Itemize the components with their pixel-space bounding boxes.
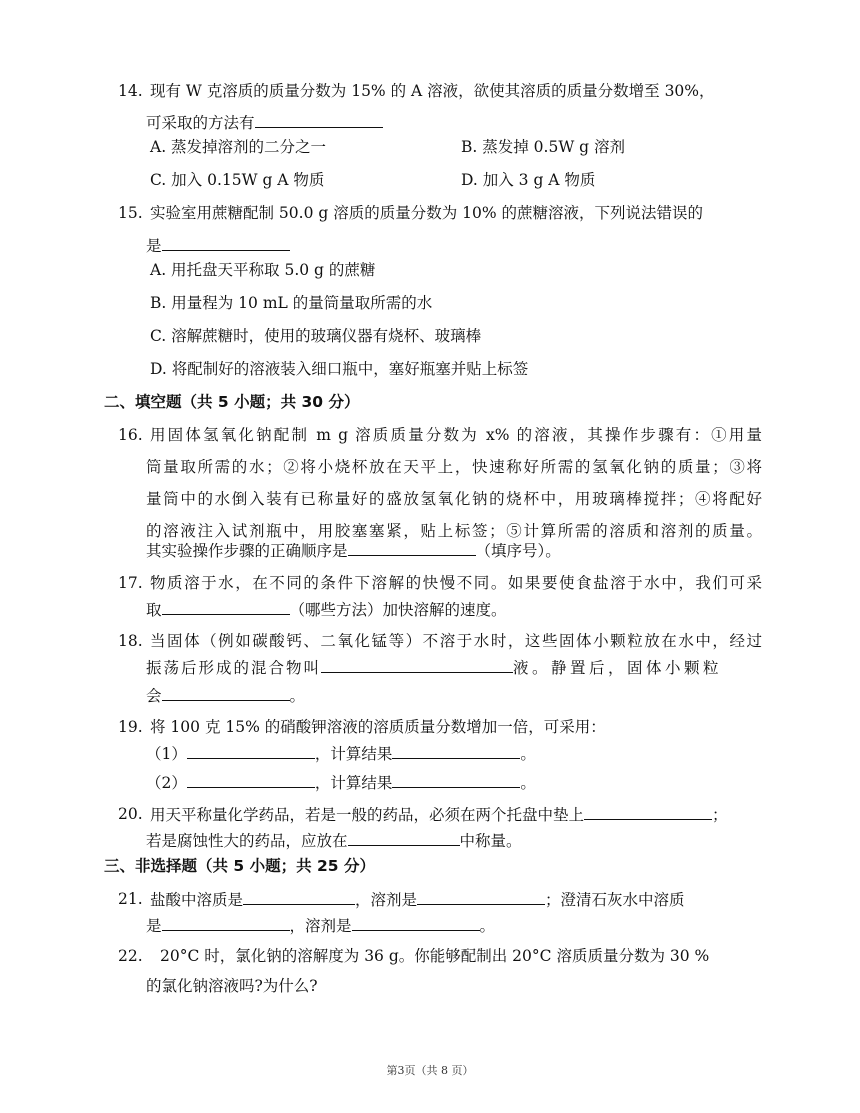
q15-option-c: C. 溶解蔗糖时，使用的玻璃仪器有烧杯、玻璃棒 [150,327,482,345]
q19-calc-label-2: ，计算结果 [314,774,393,792]
q15-stem-text: 是 [146,237,162,255]
q18-number: 18. [118,632,143,650]
q22-stem-line1: 20°C 时，氯化钠的溶解度为 36 g。你能够配制出 20°C 溶质质量分数为 30 % [160,947,710,965]
q16-number: 16. [118,426,143,444]
q18-answer-blank-1[interactable] [321,657,513,673]
q16-stem-line5 [146,540,561,561]
q21-solute-blank-1[interactable] [243,889,355,905]
q15-option-a: A. 用托盘天平称取 5.0 g 的蔗糖 [150,261,376,279]
q18-answer-blank-2[interactable] [162,685,290,701]
q21-stem-text: 盐酸中溶质是 [150,891,244,909]
q19-calc-label-1: ，计算结果 [314,745,393,763]
q19-result-blank-1[interactable] [392,743,520,759]
q18-stem-tail: 。 [289,687,306,705]
q20-stem-line2 [146,830,522,851]
q14-option-a: A. 蒸发掉溶剂的二分之一 [150,138,327,156]
q21-solvent-blank-2[interactable] [352,915,480,931]
q21-solvent-blank-1[interactable] [417,889,545,905]
q14-answer-blank[interactable] [255,112,383,128]
q21-stem-line2 [146,915,495,936]
q19-result-blank-2[interactable] [392,772,520,788]
section-fill-in-heading: 二、填空题（共 5 小题；共 30 分） [104,393,360,411]
q18-stem-mid: 液。静置后，固体小颗粒 [513,659,723,677]
q14-stem-line1: 现有 W 克溶质的质量分数为 15% 的 A 溶液，欲使其溶质的质量分数增至 30%， [150,82,715,100]
q19-sub-1-label: （1） [146,745,187,763]
q20-stem-text-2: 若是腐蚀性大的药品，应放在 [146,832,348,850]
q15-stem-line1: 实验室用蔗糖配制 50.0 g 溶质的质量分数为 10% 的蔗糖溶液，下列说法错误的 [150,204,704,222]
q18-stem-text: 振荡后形成的混合物叫 [146,659,322,677]
q14-option-d: D. 加入 3 g A 物质 [461,171,596,189]
q14-option-b: B. 蒸发掉 0.5W g 溶剂 [461,138,626,156]
q19-method-blank-2[interactable] [187,772,315,788]
q21-stem-mid: ；澄清石灰水中溶质 [545,891,685,909]
q16-stem-line4: 的溶液注入试剂瓶中，用胶塞塞紧，贴上标签；⑤计算所需的溶质和溶剂的质量。 [146,522,762,540]
q17-stem-tail: （哪些方法）加快溶解的速度。 [289,601,507,619]
q19-stem-line1: 将 100 克 15% 的硝酸钾溶液的溶质质量分数增加一倍，可采用： [150,718,606,736]
q21-solvent-label-1: ，溶剂是 [355,891,418,909]
q15-number: 15. [118,204,143,222]
q19-end-1: 。 [520,745,536,763]
q22-stem-line2: 的氯化钠溶液吗?为什么? [146,977,318,995]
q15-answer-blank[interactable] [162,235,290,251]
q21-solute-blank-2[interactable] [162,915,290,931]
q17-stem-line1: 物质溶于水，在不同的条件下溶解的快慢不同。如果要使食盐溶于水中，我们可采 [150,574,762,592]
q17-stem-line2 [146,599,507,620]
q19-method-blank-1[interactable] [187,743,315,759]
q19-sub-2-label: （2） [146,774,187,792]
q22-number: 22. [118,947,143,965]
q19-end-2: 。 [520,774,536,792]
q17-stem-text: 取 [146,601,162,619]
q20-answer-blank-1[interactable] [584,804,712,820]
q20-answer-blank-2[interactable] [348,830,460,846]
q19-sub-2 [146,772,536,793]
q20-stem-line1 [150,804,728,825]
q16-stem-text: 其实验操作步骤的正确顺序是 [146,542,348,560]
q14-number: 14. [118,82,143,100]
q21-stem-text-2: 是 [146,917,162,935]
q14-stem-text: 可采取的方法有 [146,114,255,132]
page-footer: 第3页（共 8 页） [386,1064,474,1077]
q16-stem-line1: 用固体氢氧化钠配制 m g 溶质质量分数为 x% 的溶液，其操作步骤有：①用量 [150,426,762,444]
q18-stem-line2 [146,657,722,678]
q16-stem-line2: 筒量取所需的水；②将小烧杯放在天平上，快速称好所需的氢氧化钠的质量；③将 [146,458,762,476]
q15-option-d: D. 将配制好的溶液装入细口瓶中，塞好瓶塞并贴上标签 [150,360,529,378]
q16-answer-blank[interactable] [348,540,476,556]
q15-option-b: B. 用量程为 10 mL 的量筒量取所需的水 [150,294,433,312]
q19-sub-1 [146,743,536,764]
q21-solvent-label-2: ，溶剂是 [289,917,352,935]
section-non-choice-heading: 三、非选择题（共 5 小题；共 25 分） [104,857,375,875]
q14-stem-line2 [146,112,383,133]
q21-stem-tail: 。 [479,917,496,935]
q15-stem-line2 [146,235,290,256]
q19-number: 19. [118,718,143,736]
q17-number: 17. [118,574,143,592]
q16-stem-line3: 量筒中的水倒入装有已称量好的盛放氢氧化钠的烧杯中，用玻璃棒搅拌；④将配好 [146,490,762,508]
q18-stem-line1: 当固体（例如碳酸钙、二氧化锰等）不溶于水时，这些固体小颗粒放在水中，经过 [150,632,762,650]
q20-stem-tail: 中称量。 [459,832,522,850]
q20-number: 20. [118,805,143,823]
q14-option-c: C. 加入 0.15W g A 物质 [150,171,325,189]
q18-stem-text-2: 会 [146,687,162,705]
q20-stem-text: 用天平称量化学药品，若是一般的药品，必须在两个托盘中垫上 [150,806,585,824]
q20-stem-mid: ； [712,806,728,824]
q16-stem-tail: （填序号）。 [475,542,561,560]
q18-stem-line3 [146,685,305,706]
q21-stem-line1 [150,889,685,910]
q17-answer-blank[interactable] [162,599,290,615]
q21-number: 21. [118,890,143,908]
